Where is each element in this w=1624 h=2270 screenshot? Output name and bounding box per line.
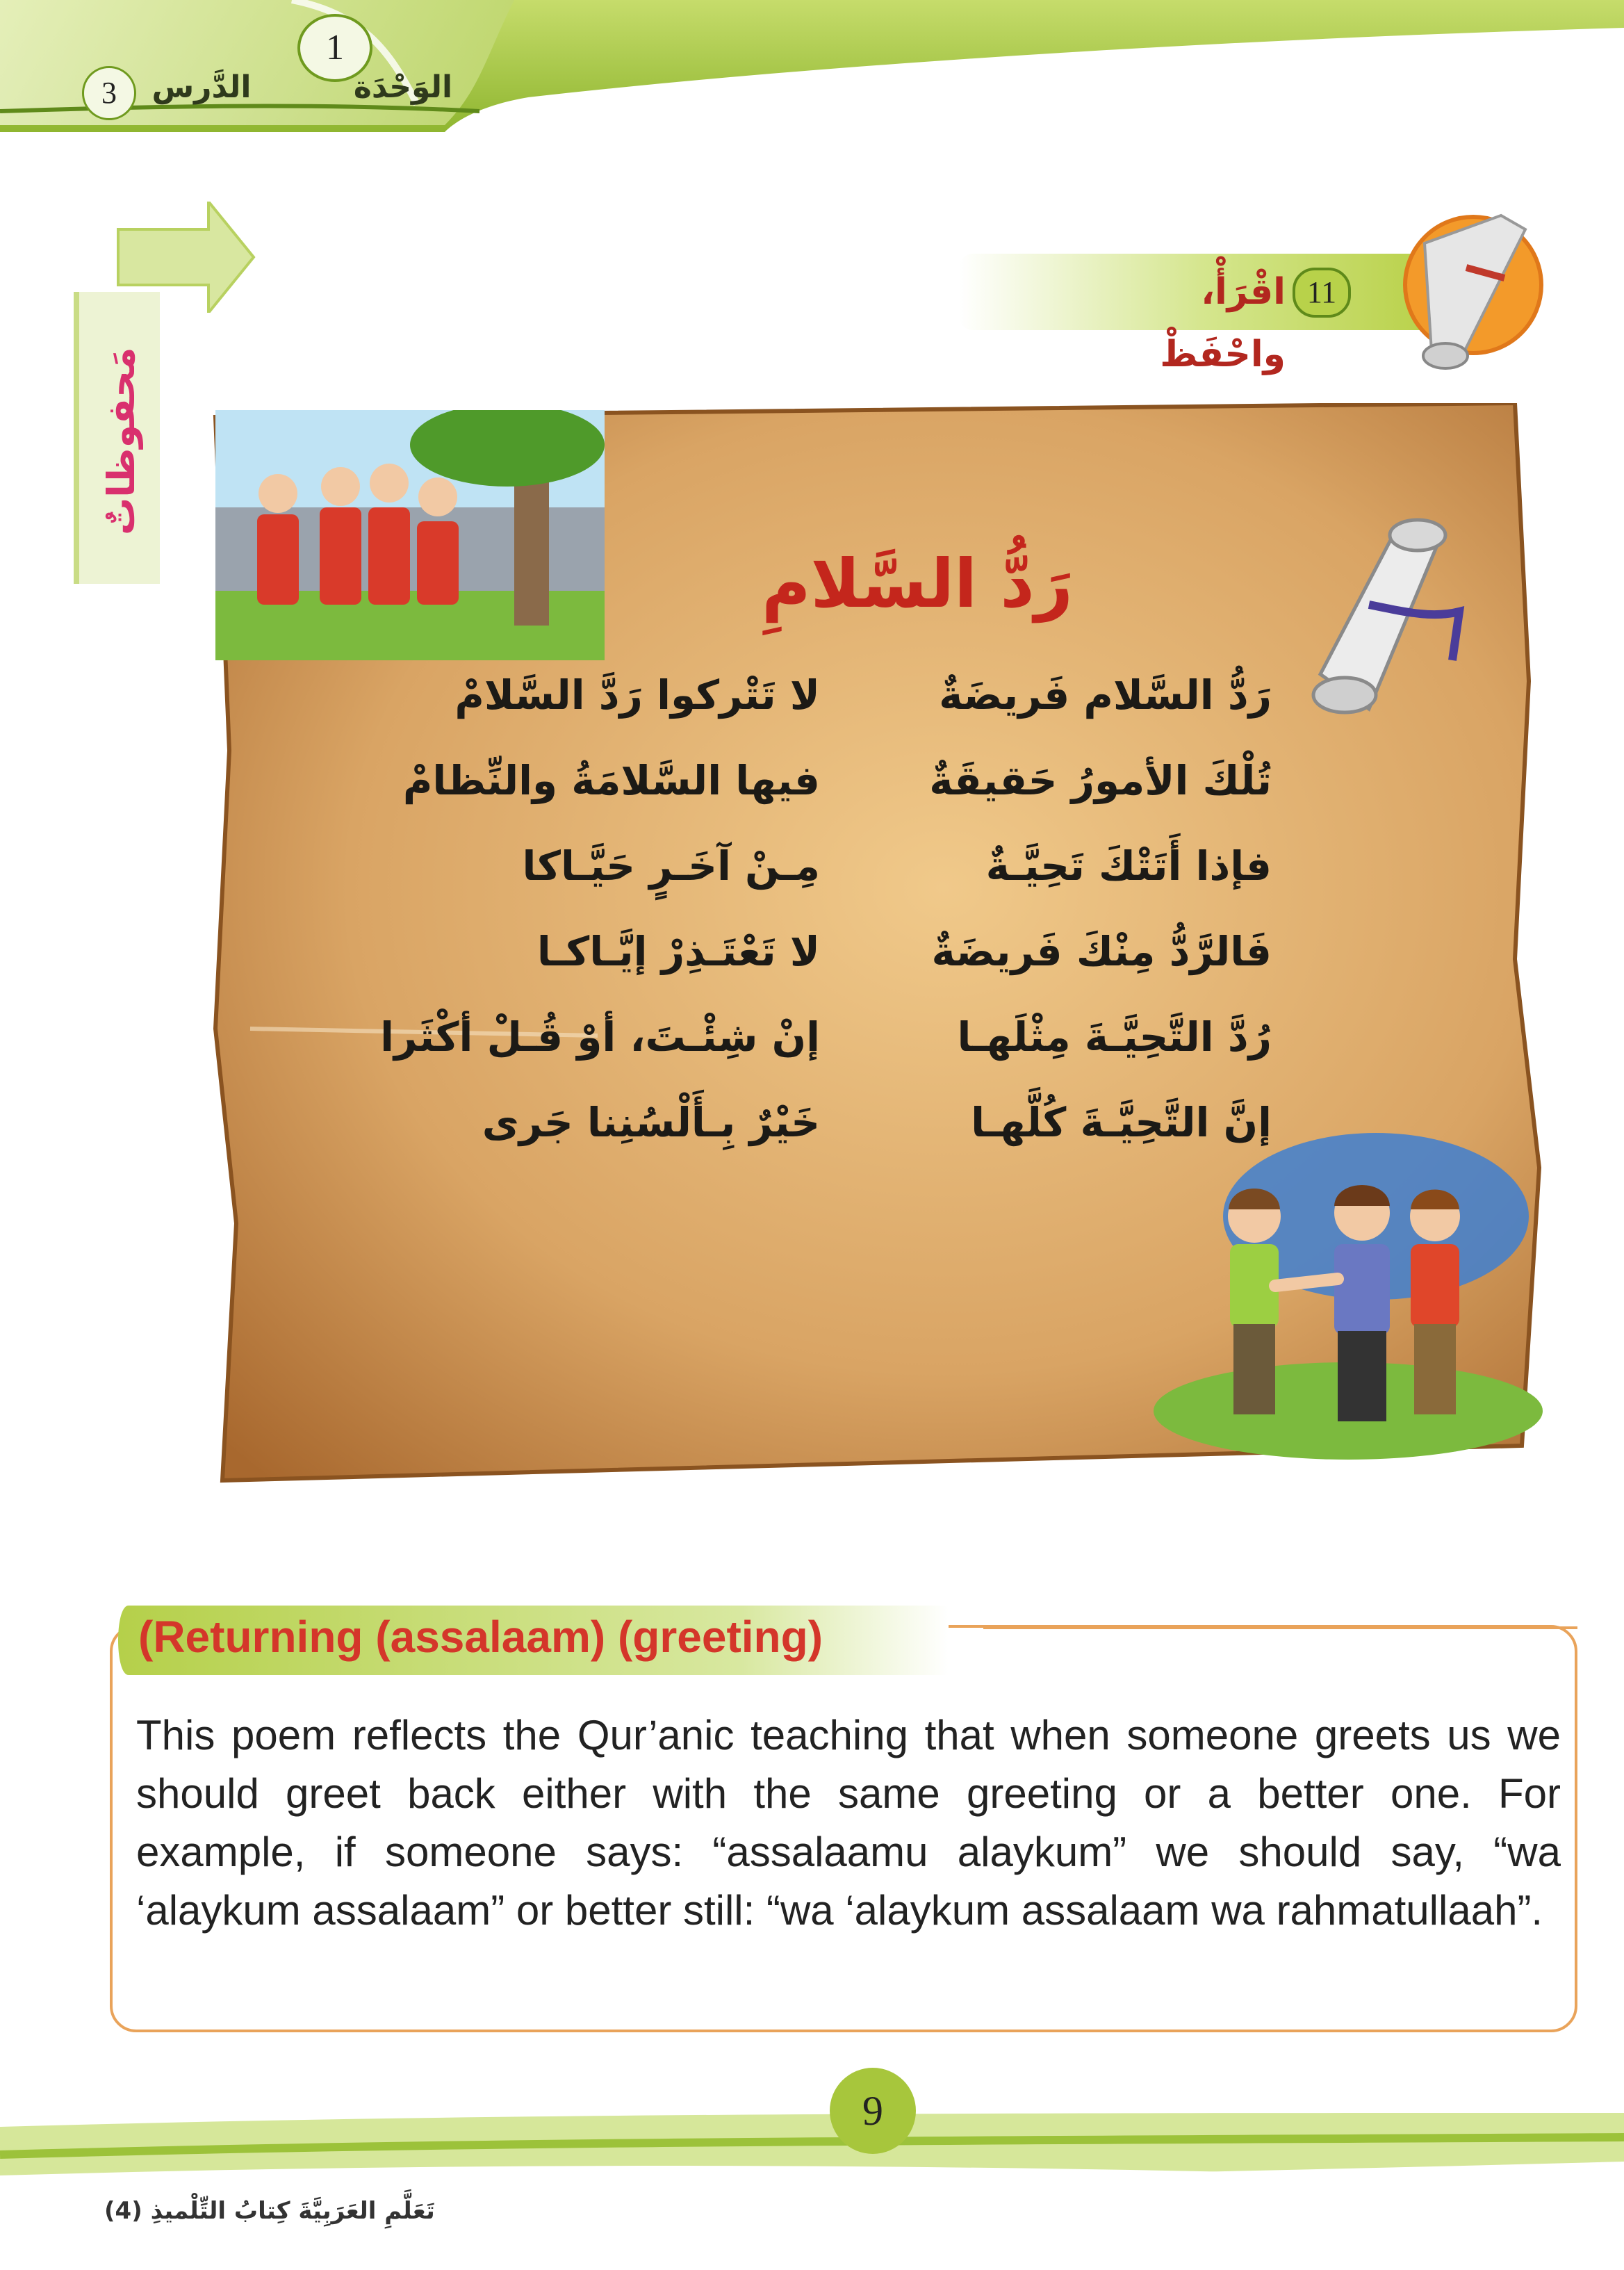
- activity-number-badge: [1293, 268, 1351, 318]
- header-band: [0, 0, 1624, 132]
- unit-number: 1: [326, 28, 344, 67]
- verse-right-5: رُدَّ التَّحِيَّـةَ مِثْلَهـا: [957, 1013, 1272, 1061]
- scroll-icon: [1383, 202, 1550, 382]
- poem-scroll-icon: [1293, 500, 1473, 730]
- girls-illustration: [215, 410, 605, 660]
- footer-book-title: تَعَلَّمِ العَرَبِيَّةَ كِتابُ التِّلْميذِ (4): [104, 2197, 435, 2225]
- verse-left-3: مِـنْ آخَـرٍ حَيَّـاكا: [522, 842, 820, 890]
- explanation-heading-rule: [1001, 1625, 1577, 1632]
- verse-left-2: فيها السَّلامَةُ والنِّظامْ: [402, 757, 820, 804]
- page-number: 9: [830, 2068, 916, 2154]
- verse-left-1: لا تَتْركوا رَدَّ السَّلامْ: [454, 671, 820, 719]
- verse-left-4: لا تَعْتَـذِرْ إيَّـاكـا: [536, 928, 820, 975]
- lesson-label: الدَّرس: [151, 70, 252, 105]
- activity-instruction: اقْرَأْ، واحْفَظْ: [1160, 271, 1286, 375]
- verse-right-1: رَدُّ السَّلام فَريضَةٌ: [939, 671, 1272, 719]
- explanation-heading: (Returning (assalaam) (greeting): [138, 1612, 823, 1662]
- verse-right-2: تُلْكَ الأمورُ حَقيقَةٌ: [929, 757, 1272, 804]
- activity-number: 11: [1306, 275, 1337, 309]
- verse-right-3: فإذا أَتَتْكَ تَحِيَّـةٌ: [985, 842, 1272, 890]
- lesson-number: 3: [101, 76, 117, 110]
- verse-right-6: إنَّ التَّحِيَّـةَ كُلَّهـا: [971, 1099, 1272, 1146]
- poem-title: رَدُّ السَّلامِ: [762, 545, 1073, 623]
- side-tab-label: مَحفوظاتٌ: [99, 347, 143, 536]
- lesson-number-badge: [82, 66, 136, 120]
- verse-left-6: خَيْرٌ بِـأَلْسُنِنا جَرى: [482, 1099, 820, 1146]
- unit-label: الوَحْدَة: [353, 70, 453, 105]
- explanation-text: This poem reflects the Qur’anic teaching that when someone greets us we should greet back either with the same greeting or a better one. For example, if someone says: “assalaamu alaykum” we should say, “wa ‘alaykum assalaam” or better still: “wa ‘alaykum assalaam wa rahmatullaah”.: [136, 1712, 1561, 1934]
- footer-band: [0, 2071, 1624, 2270]
- verse-right-4: فَالرَّدُّ مِنْكَ فَريضَةٌ: [931, 928, 1272, 975]
- boys-illustration: [1154, 1126, 1543, 1460]
- verse-left-5: إنْ شِئْـتَ، أوْ قُـلْ أكْثَرا: [380, 1013, 820, 1061]
